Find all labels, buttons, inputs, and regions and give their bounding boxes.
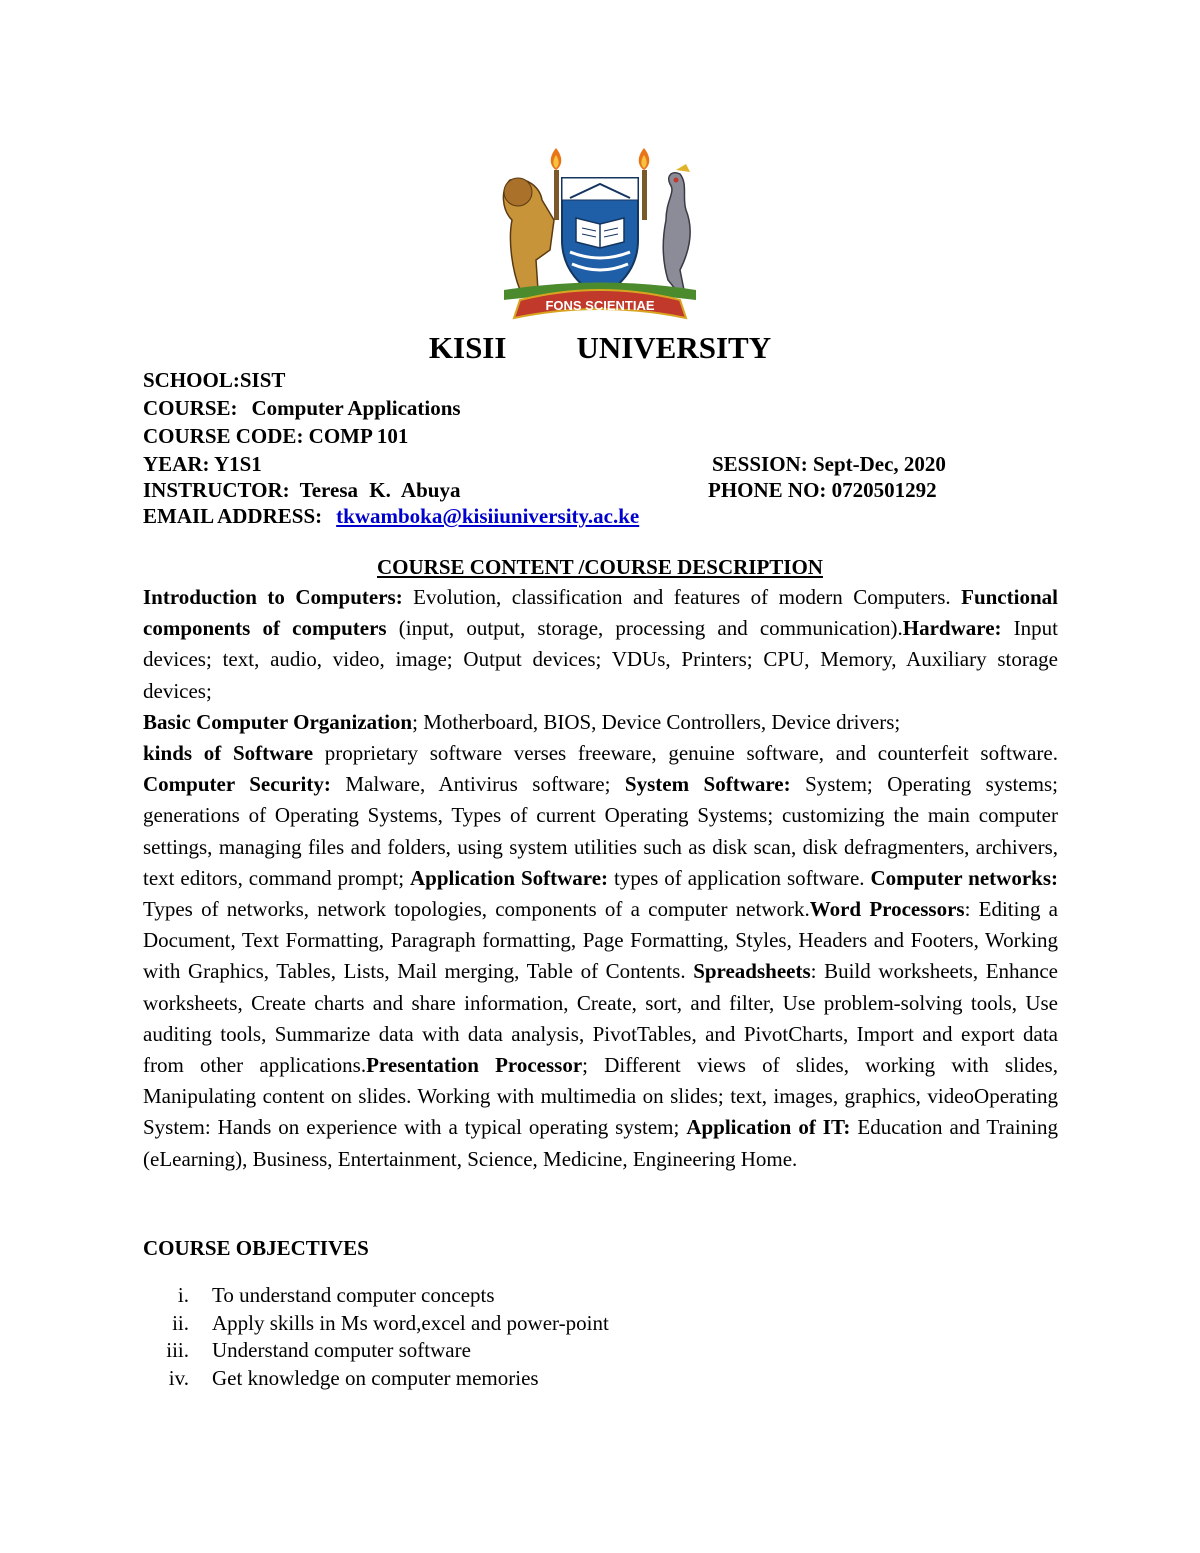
topic-text: ; Motherboard, BIOS, Device Controllers, Device drivers;: [412, 709, 901, 734]
topic-heading: Basic Computer Organization: [143, 709, 413, 734]
topic-text: (input, output, storage, processing and communication).: [386, 616, 903, 641]
description-paragraph-3: [143, 738, 1058, 1175]
left-torch-icon: [551, 148, 562, 220]
topic-text: Types of networks, network topologies, components of a computer network.: [143, 897, 810, 922]
university-title: [0, 330, 1200, 366]
objectives-list: [143, 1282, 609, 1392]
crane-supporter-icon: [663, 164, 690, 290]
item-text: Get knowledge on computer memories: [212, 1365, 539, 1390]
crest-shield-icon: [562, 178, 638, 296]
item-text: Understand computer software: [212, 1338, 471, 1362]
list-item: [143, 1310, 609, 1338]
course-code-line: COURSE CODE: COMP 101: [143, 424, 409, 448]
topic-heading: Computer networks:: [870, 865, 1059, 890]
topic-text: Malware, Antivirus software;: [330, 772, 625, 797]
topic-text: Input devices; text, audio, video, image; Output devices; VDUs, Printers; CPU, Memory, Auxiliary storage devices;: [143, 616, 1058, 703]
course-content-heading: COURSE CONTENT /COURSE DESCRIPTION: [377, 555, 823, 579]
topic-heading: kinds of Software: [143, 741, 314, 766]
list-item: [143, 1282, 609, 1310]
item-number: iii.: [166, 1338, 189, 1362]
topic-text: Evolution, classification and features of modern Computers.: [402, 585, 962, 609]
course-description: [143, 582, 1058, 1175]
crest-motto: FONS SCIENTIAE: [545, 298, 655, 313]
list-item: [143, 1337, 609, 1365]
right-torch-icon: [639, 148, 650, 220]
topic-heading: Presentation Processor: [366, 1053, 583, 1078]
topic-heading: Computer Security:: [143, 772, 331, 797]
email-label: EMAIL ADDRESS:: [143, 504, 323, 528]
topic-text: ; Different views of slides, working with slides, Manipulating content on slides. Working with multimedia on slides; text, images, graphics, videoOperating System: Hands on experience with a typical operating system;: [143, 1053, 1058, 1140]
phone-line: PHONE NO: 0720501292: [708, 478, 937, 502]
university-name-part2: UNIVERSITY: [576, 330, 772, 365]
email-line: [143, 502, 639, 530]
list-item: [143, 1365, 609, 1393]
description-paragraph-2: [143, 707, 1058, 738]
topic-text: : Editing a Document, Text Formatting, Paragraph formatting, Page Formatting, Styles, Headers and Footers, Working with Graphics, Tables, Lists, Mail merging, Table of Contents.: [143, 897, 1058, 984]
topic-heading: Introduction to Computers:: [143, 585, 403, 609]
instructor-name: Teresa K. Abuya: [299, 478, 461, 502]
description-paragraph-1: [143, 582, 1058, 707]
university-crest-logo: [490, 140, 710, 330]
topic-text: types of application software.: [608, 865, 871, 890]
topic-heading: Application of IT:: [686, 1115, 851, 1140]
item-text: Apply skills in Ms word,excel and power-point: [212, 1310, 609, 1335]
item-number: iv.: [168, 1365, 189, 1390]
school-line: SCHOOL:SIST: [143, 368, 286, 392]
course-name: Computer Applications: [251, 396, 461, 420]
year-line: YEAR: Y1S1: [143, 452, 262, 476]
topic-heading: Spreadsheets: [693, 959, 811, 984]
topic-text: Education and Training (eLearning), Business, Entertainment, Science, Medicine, Engineering Home.: [143, 1115, 1059, 1171]
topic-heading: Word Processors: [809, 897, 965, 922]
topic-heading: Application Software:: [410, 865, 609, 890]
topic-heading: System Software:: [624, 772, 791, 797]
course-objectives-heading: COURSE OBJECTIVES: [143, 1236, 369, 1260]
session-line: SESSION: Sept-Dec, 2020: [712, 452, 946, 476]
topic-heading: Functional components of computers: [143, 585, 1058, 641]
topic-text: proprietary software verses freeware, genuine software, and counterfeit software.: [313, 741, 1058, 766]
lion-supporter-icon: [503, 178, 554, 290]
course-label: COURSE:: [143, 396, 238, 420]
instructor-line: [143, 476, 460, 504]
course-line: [143, 394, 461, 422]
topic-heading: Hardware:: [902, 616, 1002, 641]
topic-text: : Build worksheets, Enhance worksheets, Create charts and share information, Create, sort, and filter, Use problem-solving tools, Use auditing tools, Summarize data with data analysis, PivotTables, and PivotCharts, Import and export data from other applications.: [143, 959, 1058, 1078]
item-number: ii.: [172, 1310, 189, 1335]
email-link[interactable]: tkwamboka@kisiiuniversity.ac.ke: [336, 504, 640, 528]
topic-text: System; Operating systems; generations of Operating Systems, Types of current Operating Systems; customizing the main computer settings, managing files and folders, using system utilities such as disk scan, disk defragmenters, archivers, text editors, command prompt;: [143, 772, 1058, 890]
item-number: i.: [177, 1283, 189, 1307]
item-text: To understand computer concepts: [212, 1283, 495, 1307]
university-name-part1: KISII: [428, 330, 507, 365]
instructor-label: INSTRUCTOR:: [143, 478, 290, 502]
